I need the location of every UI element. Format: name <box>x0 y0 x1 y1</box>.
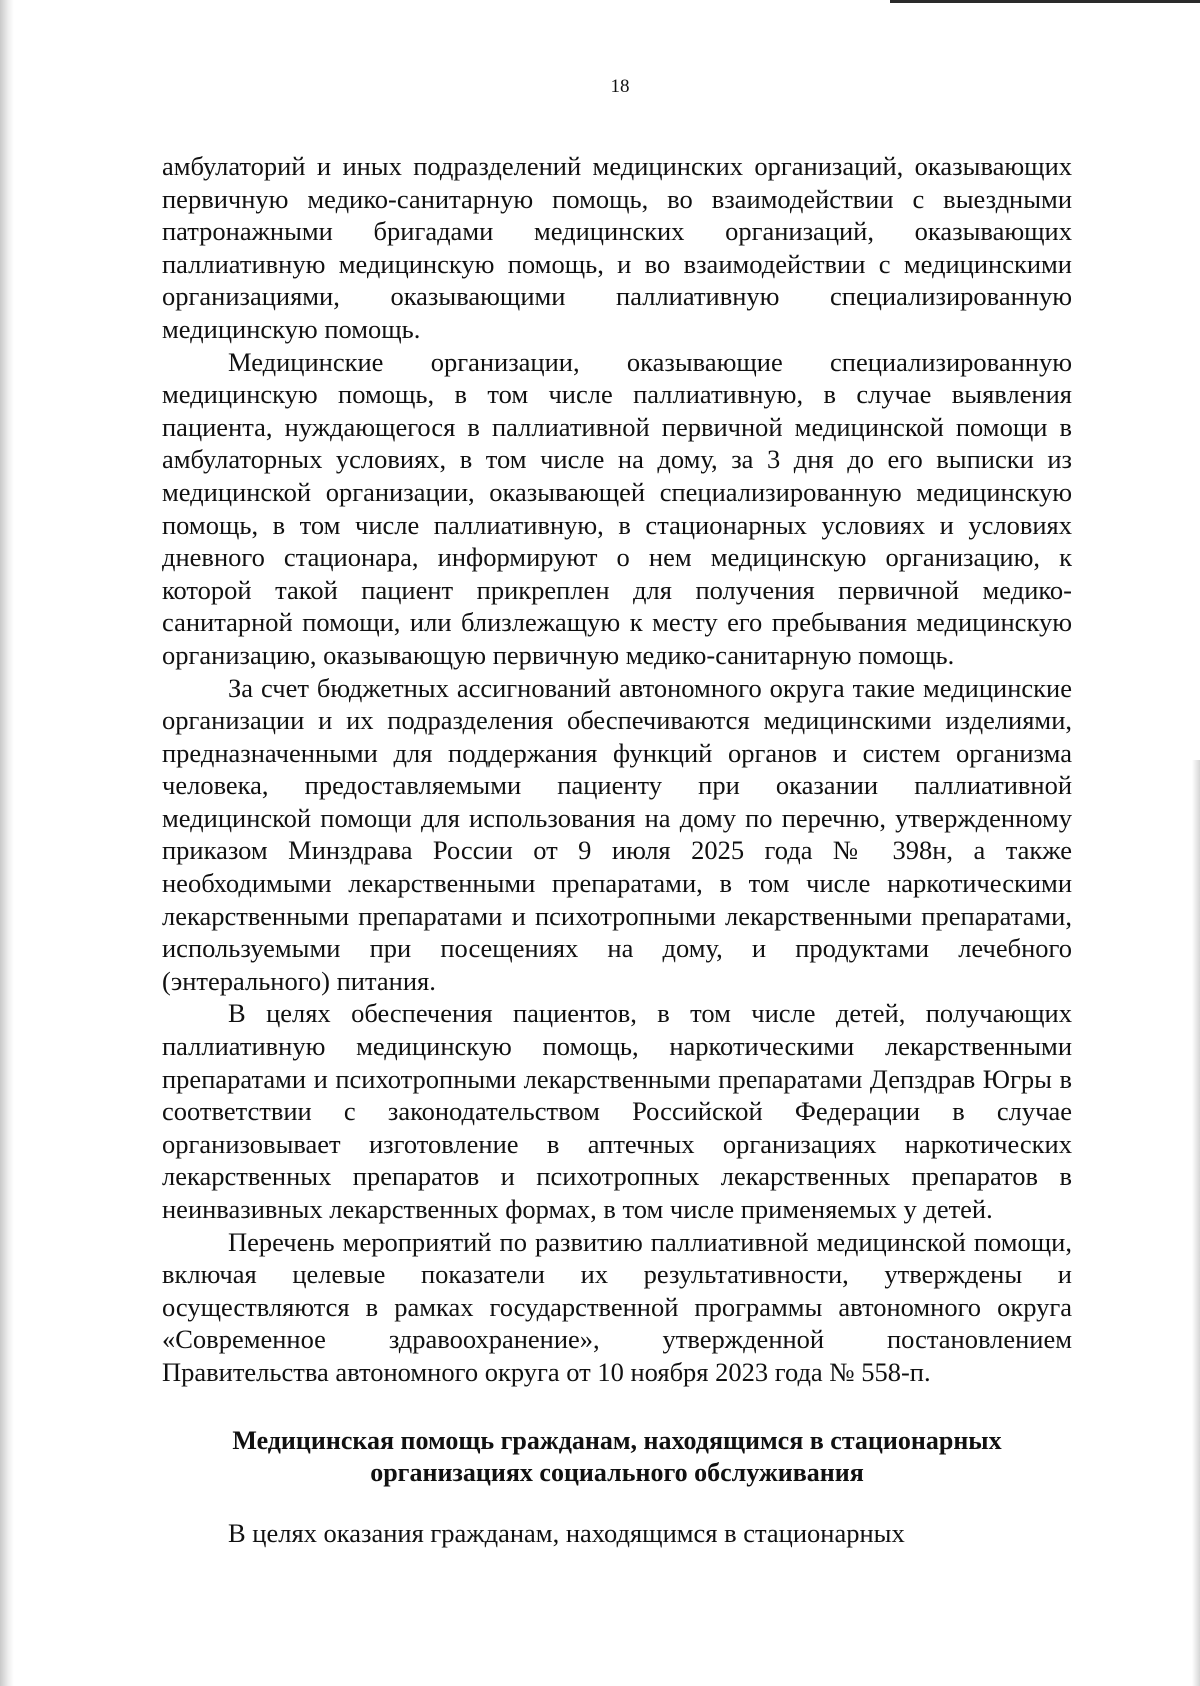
page-number: 18 <box>610 76 630 97</box>
section-heading-line-2: организациях социального обслуживания <box>370 1457 864 1487</box>
paragraph-budget-funding: За счет бюджетных ассигнований автономного округа такие медицинские организации и их подразделения обеспечиваются медицинскими изделиями, предназначенными для поддержания функций органов и систем организма человека, предоставляемыми пациенту при оказании паллиативной медицинской помощи для использования на дому по перечню, утвержденному приказом Минздрава России от 9 июля 2025 года № 398н, а также необходимыми лекарственными препаратами, в том числе наркотическими лекарственными препаратами и психотропными лекарственными препаратами, используемыми при посещениях на дому, и продуктами лечебного (энтерального) питания. <box>162 672 1072 996</box>
section-heading <box>162 1425 1072 1489</box>
paragraph-narcotic-drugs: В целях обеспечения пациентов, в том числе детей, получающих паллиативную медицинскую помощь, наркотическими лекарственными препаратами и психотропными лекарственными препаратами Депздрав Югры в соответствии с законодательством Российской Федерации в случае организовывает изготовление в аптечных организациях наркотических лекарственных препаратов и психотропных лекарственных препаратов в неинвазивных лекарственных формах, в том числе применяемых у детей. <box>162 998 1072 1224</box>
page-body <box>162 150 1072 1549</box>
paragraph-continuation: амбулаторий и иных подразделений медицинских организаций, оказывающих первичную медико-санитарную помощь, во взаимодействии с выездными патронажными бригадами медицинских организаций, оказывающих паллиативную медицинскую помощь, и во взаимодействии с медицинскими организациями, оказывающими паллиативную специализированную медицинскую помощь. <box>162 151 1072 344</box>
scan-edge-left <box>0 0 14 1686</box>
scan-edge-right <box>1192 760 1200 1686</box>
paragraph-specialized-care: Медицинские организации, оказывающие специализированную медицинскую помощь, в том числе паллиативную, в случае выявления пациента, нуждающегося в паллиативной первичной медицинской помощи в амбулаторных условиях, в том числе на дому, за 3 дня до его выписки из медицинской организации, оказывающей специализированную медицинскую помощь, в том числе паллиативную, в стационарных условиях и условиях дневного стационара, информируют о нем медицинскую организацию, к которой такой пациент прикреплен для получения первичной медико-санитарной помощи, или близлежащую к месту его пребывания медицинскую организацию, оказывающую первичную медико-санитарную помощь. <box>162 346 1072 670</box>
section-heading-line-1: Медицинская помощь гражданам, находящимся в стационарных <box>232 1425 1002 1455</box>
paragraph-social-care-start: В целях оказания гражданам, находящимся в стационарных <box>228 1517 905 1548</box>
scan-top-line <box>890 0 1200 3</box>
paragraph-development-measures: Перечень мероприятий по развитию паллиативной медицинской помощи, включая целевые показатели их результативности, утверждены и осуществляются в рамках государственной программы автономного округа «Современное здравоохранение», утвержденной постановлением Правительства автономного округа от 10 ноября 2023 года № 558-п. <box>162 1226 1072 1387</box>
